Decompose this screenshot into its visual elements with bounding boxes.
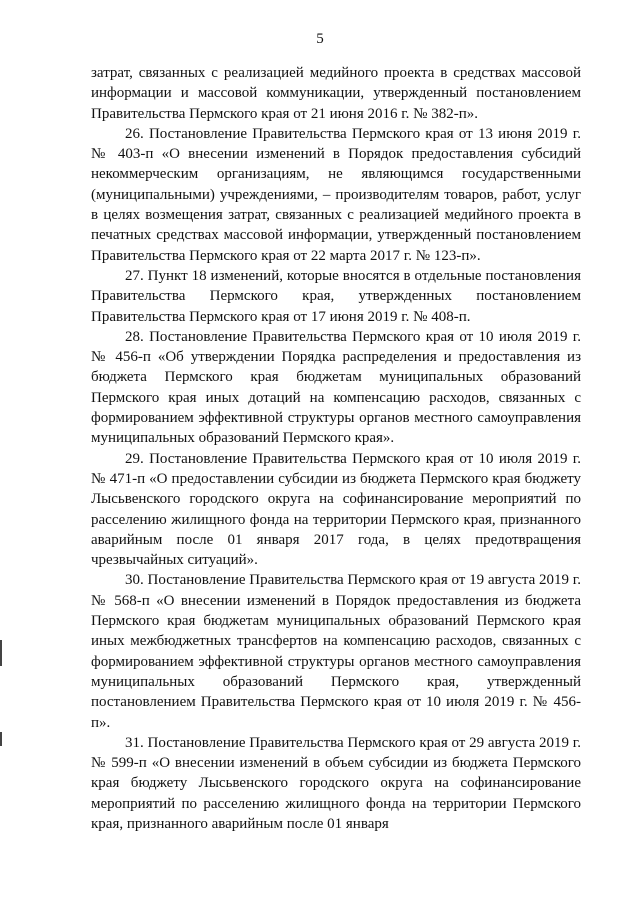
list-item-26: 26. Постановление Правительства Пермского края от 13 июня 2019 г. № 403-п «О внесении изменений в Порядок предоставления субсидий некоммерческим организациям, не являющимся государственными (муниципальными) учреждениями, – производителям товаров, работ, услуг в целях возмещения затрат, связанных с реализацией медийного проекта в печатных средствах массовой информации, утвержденный постановлением Правительства Пермского края от 22 марта 2017 г. № 123-п». [91,125,581,264]
list-item-31: 31. Постановление Правительства Пермского края от 29 августа 2019 г. № 599-п «О внесении изменений в объем субсидии из бюджета Пермского края бюджету Лысьвенского городского округа на софинансирование мероприятий по расселению жилищного фонда на территории Пермского края, признанного аварийным после 01 января [91,734,581,832]
scan-edge-mark [0,640,2,666]
scan-edge-mark [0,732,2,746]
paragraph-continuation: затрат, связанных с реализацией медийного проекта в средствах массовой информации и массовой коммуникации, утвержденный постановлением Правительства Пермского края от 21 июня 2016 г. № 382-п». [91,65,581,122]
document-body [91,63,581,834]
list-item-30: 30. Постановление Правительства Пермского края от 19 августа 2019 г. № 568-п «О внесении изменений в Порядок предоставления из бюджета Пермского края бюджетам муниципальных образований Пермского края иных межбюджетных трансфертов на компенсацию расходов, связанных с формированием эффективной структуры органов местного самоуправления муниципальных образований Пермского края, утвержденный постановлением Правительства Пермского края от 10 июля 2019 г. № 456-п». [91,572,581,731]
list-item-28: 28. Постановление Правительства Пермского края от 10 июля 2019 г. № 456-п «Об утверждении Порядка распределения и предоставления из бюджета Пермского края бюджетам муниципальных образований Пермского края иных дотаций на компенсацию расходов, связанных с формированием эффективной структуры органов местного самоуправления муниципальных образований Пермского края». [91,328,581,447]
list-item-27: 27. Пункт 18 изменений, которые вносятся в отдельные постановления Правительства Пермского края, утвержденных постановлением Правительства Пермского края от 17 июня 2019 г. № 408-п. [91,267,581,325]
list-item-29: 29. Постановление Правительства Пермского края от 10 июля 2019 г. № 471-п «О предоставлении субсидии из бюджета Пермского края бюджету Лысьвенского городского округа на софинансирование мероприятий по расселению жилищного фонда на территории Пермского края, признанного аварийным после 01 января 2017 года, в целях предотвращения чрезвычайных ситуаций». [91,450,581,569]
page-number: 5 [316,31,324,47]
